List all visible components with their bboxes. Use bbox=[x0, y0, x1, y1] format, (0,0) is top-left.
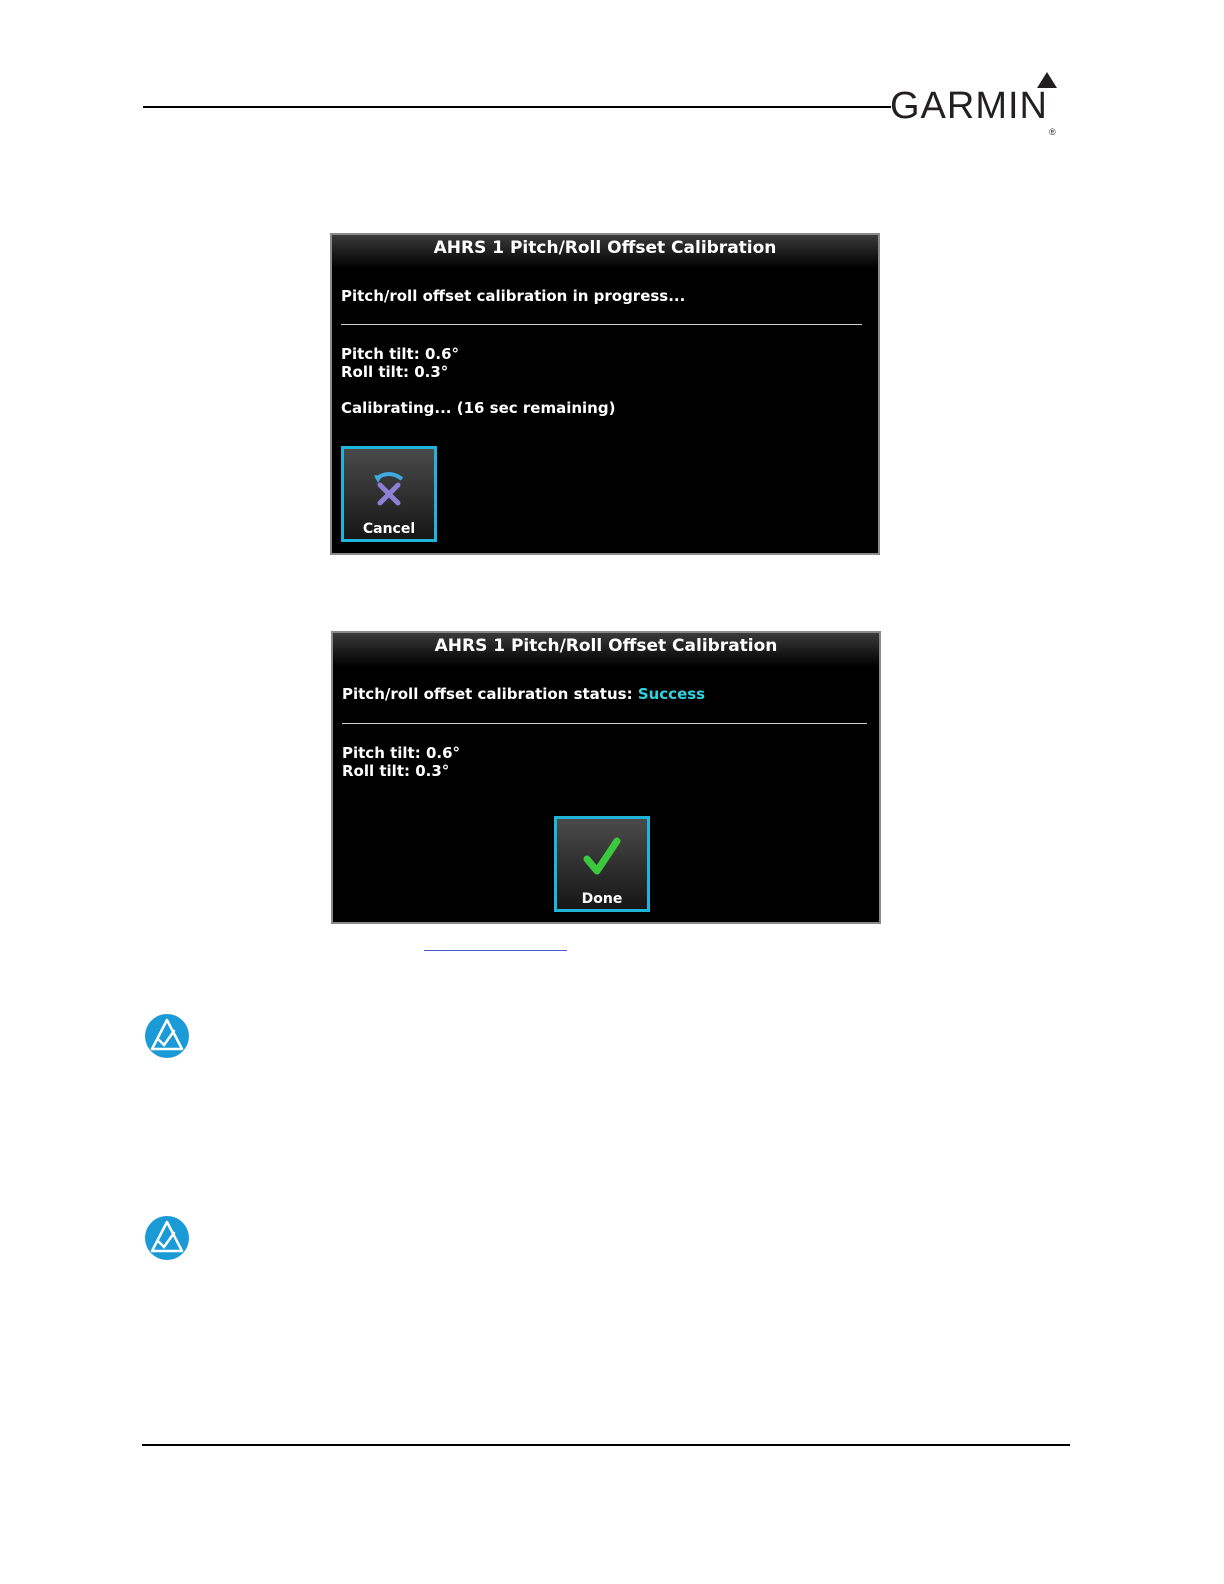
cancel-icon bbox=[344, 467, 434, 507]
calibration-progress: Calibrating... (16 sec remaining) bbox=[341, 399, 616, 417]
done-button[interactable] bbox=[554, 816, 650, 912]
divider bbox=[341, 324, 862, 325]
calibration-success-screen bbox=[331, 631, 881, 924]
screen-title: AHRS 1 Pitch/Roll Offset Calibration bbox=[333, 633, 879, 667]
divider bbox=[342, 723, 867, 724]
roll-tilt: Roll tilt: 0.3° bbox=[342, 762, 450, 780]
checkmark-icon bbox=[557, 837, 647, 877]
hyperlink-underline[interactable] bbox=[424, 950, 567, 951]
footer-rule bbox=[142, 1444, 1070, 1446]
screen-title: AHRS 1 Pitch/Roll Offset Calibration bbox=[332, 235, 878, 269]
status-value: Success bbox=[637, 685, 706, 703]
pitch-tilt: Pitch tilt: 0.6° bbox=[341, 345, 460, 363]
brand-text: GARMIN bbox=[890, 85, 1048, 127]
note-icon bbox=[144, 1215, 190, 1261]
done-label: Done bbox=[581, 891, 623, 907]
pitch-tilt: Pitch tilt: 0.6° bbox=[342, 744, 461, 762]
roll-tilt: Roll tilt: 0.3° bbox=[341, 363, 449, 381]
note-icon bbox=[144, 1013, 190, 1059]
cancel-label: Cancel bbox=[362, 521, 416, 537]
registered-mark: ® bbox=[1049, 127, 1057, 137]
garmin-logo bbox=[890, 84, 1070, 137]
calibration-status bbox=[342, 685, 705, 703]
calibration-status-text: Pitch/roll offset calibration in progress... bbox=[341, 287, 686, 305]
header-rule bbox=[143, 106, 891, 108]
status-label: Pitch/roll offset calibration status: bbox=[342, 685, 638, 703]
cancel-button[interactable] bbox=[341, 446, 437, 542]
calibration-in-progress-screen bbox=[330, 233, 880, 555]
